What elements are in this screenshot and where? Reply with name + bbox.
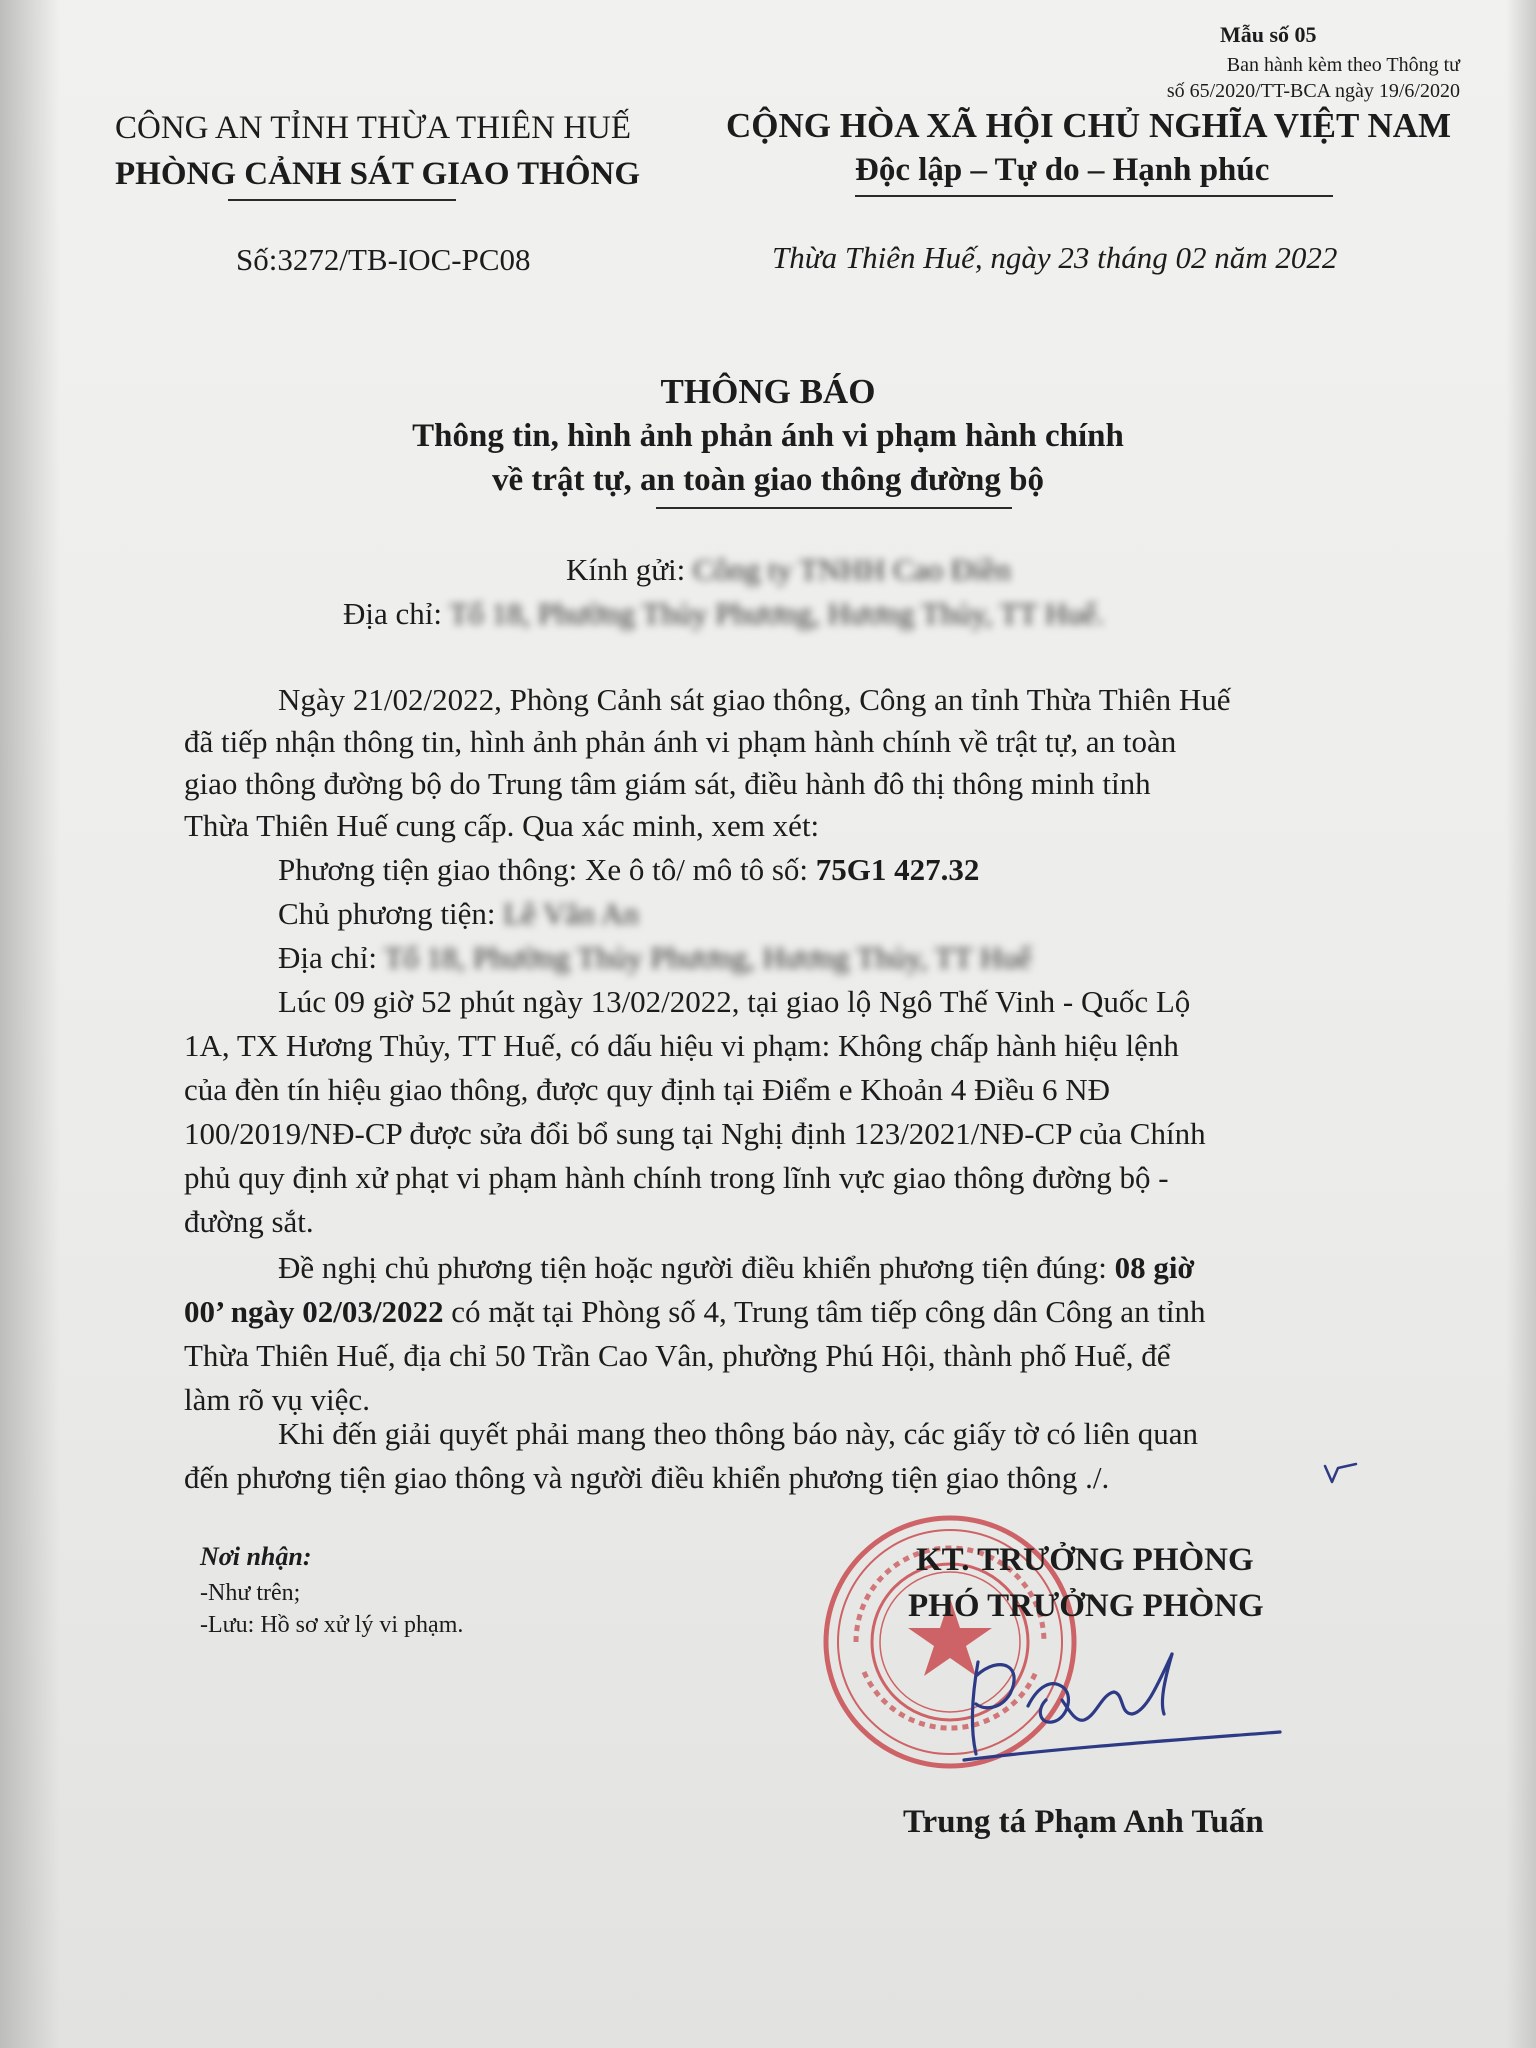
document-number: Số:3272/TB-IOC-PC08 [236, 242, 531, 277]
body-line: Khi đến giải quyết phải mang theo thông báo này, các giấy tờ có liên quan [278, 1416, 1199, 1451]
body-line: Thừa Thiên Huế, địa chỉ 50 Trần Cao Vân, phường Phú Hội, thành phố Huế, để [184, 1338, 1171, 1373]
handwritten-signature [950, 1636, 1290, 1776]
recipient-address-redacted: Tổ 18, Phường Thủy Phương, Hương Thủy, TT Huế. [449, 596, 1105, 631]
document-subtitle: Thông tin, hình ảnh phản ánh vi phạm hành chính [412, 418, 1124, 454]
recipient-address-line [343, 596, 1104, 632]
owner-label: Chủ phương tiện: [278, 896, 496, 931]
handwritten-check-mark [1322, 1460, 1358, 1486]
appointment-line [184, 1294, 1206, 1330]
recipient-address-label: Địa chỉ: [343, 596, 442, 631]
body-line: làm rõ vụ việc. [184, 1382, 370, 1417]
form-number: Mẫu số 05 [1220, 22, 1317, 47]
vehicle-label: Phương tiện giao thông: Xe ô tô/ mô tô số: [278, 852, 809, 887]
body-line: giao thông đường bộ do Trung tâm giám sát, điều hành đô thị thông minh tỉnh [184, 766, 1151, 801]
recipient-label: Kính gửi: [566, 552, 686, 587]
vehicle-plate: 75G1 427.32 [815, 852, 980, 887]
appointment-location: có mặt tại Phòng số 4, Trung tâm tiếp công dân Công an tỉnh [451, 1294, 1206, 1329]
body-line: của đèn tín hiệu giao thông, được quy định tại Điểm e Khoản 4 Điều 6 NĐ [184, 1072, 1110, 1107]
body-line: đã tiếp nhận thông tin, hình ảnh phản ánh vi phạm hành chính về trật tự, an toàn [184, 724, 1177, 759]
recipient-value-redacted: Công ty TNHH Cao Điền [693, 552, 1012, 587]
owner-address-line [278, 940, 1031, 976]
appointment-time: 08 giờ [1114, 1250, 1195, 1285]
issuing-agency: PHÒNG CẢNH SÁT GIAO THÔNG [115, 156, 641, 192]
owner-address-label: Địa chỉ: [278, 940, 377, 975]
issuing-agency-parent: CÔNG AN TỈNH THỪA THIÊN HUẾ [115, 110, 632, 146]
body-line: Lúc 09 giờ 52 phút ngày 13/02/2022, tại giao lộ Ngô Thế Vinh - Quốc Lộ [278, 984, 1191, 1019]
recipient-item: -Lưu: Hồ sơ xử lý vi phạm. [200, 1612, 464, 1638]
national-motto: Độc lập – Tự do – Hạnh phúc [855, 152, 1270, 188]
owner-address-redacted: Tổ 18, Phường Thủy Phương, Hương Thủy, TT Huế [384, 940, 1032, 975]
document-title: THÔNG BÁO [660, 372, 876, 411]
body-line: đường sắt. [184, 1204, 314, 1239]
national-title: CỘNG HÒA XÃ HỘI CHỦ NGHĨA VIỆT NAM [726, 106, 1452, 145]
appointment-date: 00’ ngày 02/03/2022 [184, 1294, 444, 1329]
body-line: đến phương tiện giao thông và người điều khiển phương tiện giao thông ./. [184, 1460, 1110, 1495]
form-basis-line: số 65/2020/TT-BCA ngày 19/6/2020 [1166, 80, 1460, 102]
owner-line [278, 896, 639, 932]
body-line: Thừa Thiên Huế cung cấp. Qua xác minh, xem xét: [184, 808, 820, 843]
document-subtitle: về trật tự, an toàn giao thông đường bộ [491, 462, 1044, 498]
title-underline [656, 507, 1012, 509]
body-line: phủ quy định xử phạt vi phạm hành chính trong lĩnh vực giao thông đường bộ - [184, 1160, 1169, 1195]
motto-underline [855, 195, 1333, 197]
signatory-title: PHÓ TRƯỞNG PHÒNG [908, 1588, 1264, 1624]
recipient-item: -Như trên; [200, 1580, 301, 1606]
appointment-line [278, 1250, 1195, 1286]
form-basis [1167, 52, 1460, 104]
body-line: Ngày 21/02/2022, Phòng Cảnh sát giao thông, Công an tỉnh Thừa Thiên Huế [278, 682, 1231, 717]
appointment-text: Đề nghị chủ phương tiện hoặc người điều khiển phương tiện đúng: [278, 1250, 1107, 1285]
body-line: 1A, TX Hương Thủy, TT Huế, có dấu hiệu vi phạm: Không chấp hành hiệu lệnh [184, 1028, 1179, 1063]
recipient-line [566, 552, 1011, 588]
signer-name: Trung tá Phạm Anh Tuấn [903, 1804, 1264, 1840]
signatory-title: KT. TRƯỞNG PHÒNG [916, 1542, 1254, 1578]
owner-value-redacted: Lê Văn An [503, 896, 639, 931]
agency-underline [228, 199, 456, 201]
body-line: 100/2019/NĐ-CP được sửa đổi bổ sung tại Nghị định 123/2021/NĐ-CP của Chính [184, 1116, 1206, 1151]
recipients-heading: Nơi nhận: [200, 1542, 312, 1571]
form-basis-line: Ban hành kèm theo Thông tư [1226, 54, 1460, 76]
vehicle-line [278, 852, 979, 888]
place-and-date: Thừa Thiên Huế, ngày 23 tháng 02 năm 2022 [772, 240, 1338, 275]
